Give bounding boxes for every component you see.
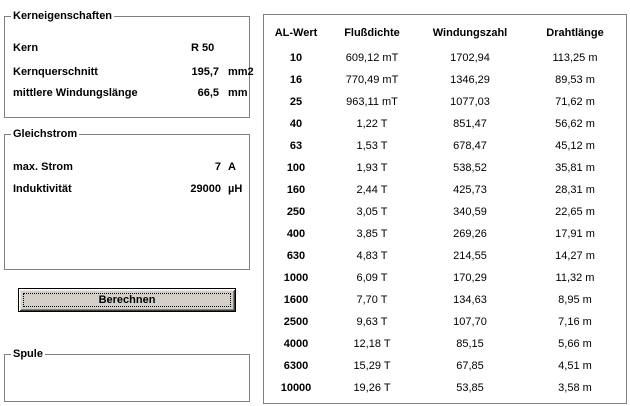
kern-label: Kern [13, 42, 39, 54]
spule-title: Spule [13, 348, 43, 360]
kerneigenschaften-group [4, 10, 254, 118]
strom-value: 7 [214, 161, 221, 173]
induktivitaet-value: 29000 [190, 183, 221, 195]
windungszahl-cell: 134,63 [453, 294, 487, 306]
drahtlaenge-cell: 89,53 m [555, 74, 595, 86]
windungszahl-cell: 67,85 [456, 360, 484, 372]
table-row [264, 245, 626, 267]
drahtlaenge-cell: 35,81 m [555, 162, 595, 174]
flussdichte-cell: 2,44 T [356, 184, 388, 196]
al-wert-cell: 6300 [283, 360, 309, 372]
table-row [264, 223, 626, 245]
flussdichte-cell: 9,63 T [356, 316, 388, 328]
drahtlaenge-cell: 17,91 m [555, 228, 595, 240]
windungszahl-cell: 851,47 [453, 118, 487, 130]
table-row [264, 311, 626, 333]
al-wert-cell: 16 [289, 74, 303, 86]
al-wert-cell: 4000 [283, 338, 309, 350]
windungslaenge-unit: mm [228, 87, 248, 99]
windungszahl-cell: 678,47 [453, 140, 487, 152]
focus-rect [23, 293, 231, 307]
table-row [264, 135, 626, 157]
header-windungszahl: Windungszahl [432, 27, 508, 39]
windungszahl-cell: 425,73 [453, 184, 487, 196]
drahtlaenge-cell: 3,58 m [558, 382, 592, 394]
table-row [264, 289, 626, 311]
strom-unit: A [228, 161, 236, 173]
al-wert-cell: 10000 [280, 382, 312, 394]
querschnitt-unit: mm2 [228, 66, 254, 78]
table-row [264, 69, 626, 91]
flussdichte-cell: 15,29 T [353, 360, 391, 372]
induktivitaet-unit: µH [228, 183, 243, 195]
drahtlaenge-cell: 22,65 m [555, 206, 595, 218]
windungszahl-cell: 1346,29 [450, 74, 490, 86]
flussdichte-cell: 1,93 T [356, 162, 388, 174]
berechnen-button-label: Berechnen [98, 294, 156, 306]
induktivitaet-label: Induktivität [13, 183, 72, 195]
result-table-panel [263, 14, 627, 404]
gleichstrom-group [4, 128, 250, 270]
flussdichte-cell: 6,09 T [356, 272, 388, 284]
flussdichte-cell: 1,22 T [356, 118, 388, 130]
table-row [264, 201, 626, 223]
windungszahl-cell: 269,26 [453, 228, 487, 240]
drahtlaenge-cell: 71,62 m [555, 96, 595, 108]
al-wert-cell: 1000 [283, 272, 309, 284]
al-wert-cell: 2500 [283, 316, 309, 328]
table-row [264, 377, 626, 399]
flussdichte-cell: 963,11 mT [346, 96, 398, 108]
al-wert-cell: 10 [289, 52, 303, 64]
al-wert-cell: 630 [286, 250, 306, 262]
drahtlaenge-cell: 5,66 m [558, 338, 592, 350]
drahtlaenge-cell: 4,51 m [558, 360, 592, 372]
windungszahl-cell: 214,55 [453, 250, 487, 262]
flussdichte-cell: 19,26 T [353, 382, 391, 394]
al-wert-cell: 250 [286, 206, 306, 218]
al-wert-cell: 400 [286, 228, 306, 240]
windungslaenge-value: 66,5 [197, 87, 219, 99]
flussdichte-cell: 1,53 T [356, 140, 388, 152]
windungszahl-cell: 1077,03 [450, 96, 490, 108]
header-al-wert: AL-Wert [274, 27, 318, 39]
querschnitt-value: 195,7 [191, 66, 219, 78]
al-wert-cell: 100 [286, 162, 306, 174]
windungszahl-cell: 538,52 [453, 162, 487, 174]
drahtlaenge-cell: 56,62 m [555, 118, 595, 130]
table-header-row [264, 15, 626, 47]
windungszahl-cell: 1702,94 [450, 52, 490, 64]
table-row [264, 91, 626, 113]
drahtlaenge-cell: 113,25 m [552, 52, 598, 64]
gleichstrom-title: Gleichstrom [13, 128, 78, 140]
windungszahl-cell: 340,59 [453, 206, 487, 218]
windungslaenge-label: mittlere Windungslänge [13, 87, 138, 99]
flussdichte-cell: 3,05 T [356, 206, 388, 218]
result-table-body [264, 47, 626, 399]
table-row [264, 113, 626, 135]
header-flussdichte: Flußdichte [344, 27, 400, 39]
kern-value: R 50 [191, 42, 215, 54]
flussdichte-cell: 609,12 mT [345, 52, 399, 64]
flussdichte-cell: 4,83 T [356, 250, 388, 262]
strom-label: max. Strom [13, 161, 73, 173]
table-row [264, 355, 626, 377]
windungszahl-cell: 85,15 [456, 338, 484, 350]
al-wert-cell: 25 [289, 96, 303, 108]
windungszahl-cell: 53,85 [456, 382, 484, 394]
al-wert-cell: 40 [289, 118, 303, 130]
table-row [264, 333, 626, 355]
drahtlaenge-cell: 8,95 m [558, 294, 592, 306]
table-row [264, 267, 626, 289]
table-row [264, 179, 626, 201]
spule-group [4, 348, 250, 402]
drahtlaenge-cell: 7,16 m [558, 316, 592, 328]
flussdichte-cell: 7,70 T [356, 294, 388, 306]
flussdichte-cell: 12,18 T [353, 338, 391, 350]
flussdichte-cell: 3,85 T [356, 228, 388, 240]
al-wert-cell: 1600 [283, 294, 309, 306]
windungszahl-cell: 107,70 [453, 316, 487, 328]
drahtlaenge-cell: 45,12 m [555, 140, 595, 152]
kerneigenschaften-title: Kerneigenschaften [13, 10, 113, 22]
berechnen-button[interactable] [18, 288, 236, 312]
querschnitt-label: Kernquerschnitt [13, 66, 98, 78]
result-table [264, 15, 626, 399]
drahtlaenge-cell: 14,27 m [555, 250, 595, 262]
al-wert-cell: 63 [289, 140, 303, 152]
windungszahl-cell: 170,29 [453, 272, 487, 284]
table-row [264, 157, 626, 179]
drahtlaenge-cell: 11,32 m [555, 272, 595, 284]
table-row [264, 47, 626, 69]
al-wert-cell: 160 [286, 184, 306, 196]
flussdichte-cell: 770,49 mT [345, 74, 399, 86]
drahtlaenge-cell: 28,31 m [555, 184, 595, 196]
header-drahtlaenge: Drahtlänge [546, 27, 604, 39]
